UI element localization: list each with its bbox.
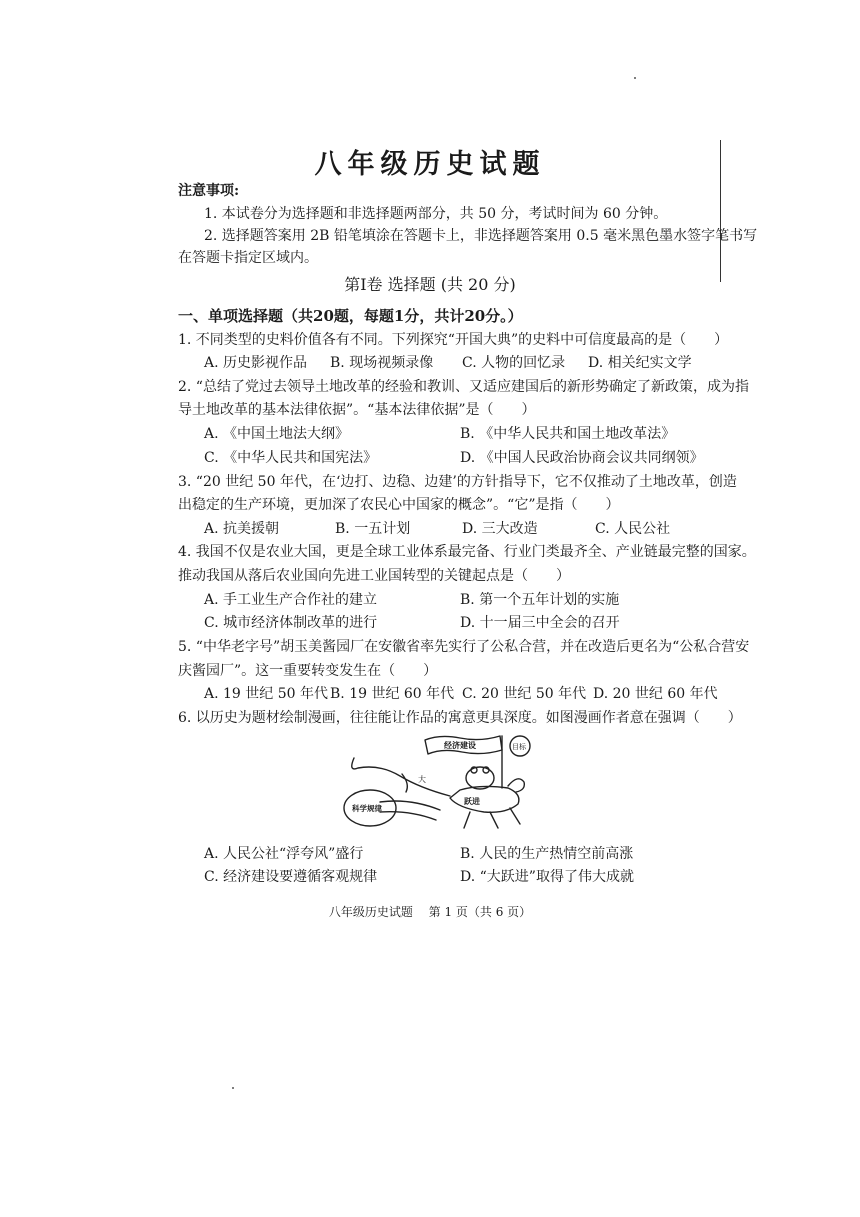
option-a: A. 人民公社“浮夸风”盛行 bbox=[204, 846, 364, 862]
legs bbox=[464, 808, 520, 828]
notice-item: 2. 选择题答案用 2B 铅笔填涂在答题卡上，非选择题答案用 0.5 毫米黑色墨水签字笔书写 bbox=[204, 228, 758, 244]
part-heading: 一、单项选择题（共20题，每题1分，共计20分。） bbox=[178, 307, 523, 325]
option-b: B. 人民的生产热情空前高涨 bbox=[460, 846, 634, 862]
body-text-1: 大 bbox=[418, 775, 426, 784]
scan-speck bbox=[634, 77, 636, 79]
option-a: A. 手工业生产合作社的建立 bbox=[204, 592, 378, 608]
option-a: A. 历史影视作品 bbox=[204, 355, 308, 371]
option-c: C. 《中华人民共和国宪法》 bbox=[204, 450, 378, 466]
flag-text: 经济建设 bbox=[444, 741, 476, 750]
option-c: C. 城市经济体制改革的进行 bbox=[204, 615, 378, 631]
frog-head bbox=[466, 767, 494, 789]
option-c: C. 人物的回忆录 bbox=[462, 355, 566, 371]
option-d: D. 十一届三中全会的召开 bbox=[460, 615, 620, 631]
option-d: D. 相关纪实文学 bbox=[588, 355, 692, 371]
option-c: C. 20 世纪 50 年代 bbox=[462, 686, 587, 702]
rock-text: 科学规律 bbox=[352, 804, 382, 813]
notice-heading: 注意事项: bbox=[178, 183, 240, 199]
question-stem: 2. “总结了党过去领导土地改革的经验和教训、又适应建国后的新形势确定了新政策，成为指 bbox=[178, 379, 749, 395]
motion-line bbox=[402, 774, 407, 792]
question-stem: 4. 我国不仅是农业大国，更是全球工业体系最完备、行业门类最齐全、产业链最完整的国家。 bbox=[178, 544, 756, 560]
option-c: C. 人民公社 bbox=[595, 521, 671, 537]
question-stem: 6. 以历史为题材绘制漫画，往往能让作品的寓意更具深度。如图漫画作者意在强调（ ） bbox=[178, 710, 742, 726]
scan-speck bbox=[232, 1087, 234, 1089]
option-a: A. 《中国土地法大纲》 bbox=[204, 426, 350, 442]
notice-item: 在答题卡指定区域内。 bbox=[178, 250, 318, 266]
horse-body bbox=[450, 786, 519, 812]
question-stem: 5. “中华老字号”胡玉美酱园厂在安徽省率先实行了公私合营，并在改造后更名为“公私合营安 bbox=[178, 639, 750, 655]
notice-item: 1. 本试卷分为选择题和非选择题两部分，共 50 分，考试时间为 60 分钟。 bbox=[204, 206, 668, 222]
option-d: D. “大跃进”取得了伟大成就 bbox=[460, 869, 634, 885]
question-stem: 1. 不同类型的史料价值各有不同。下列探究“开国大典”的史料中可信度最高的是（ ） bbox=[178, 332, 729, 348]
option-b: B. 19 世纪 60 年代 bbox=[330, 686, 455, 702]
option-d: D. 20 世纪 60 年代 bbox=[593, 686, 718, 702]
option-c: C. 经济建设要遵循客观规律 bbox=[204, 869, 378, 885]
question-stem: 庆酱园厂”。这一重要转变发生在（ ） bbox=[178, 663, 438, 679]
option-d: D. 《中国人民政治协商会议共同纲领》 bbox=[460, 450, 704, 466]
option-d: D. 三大改造 bbox=[462, 521, 538, 537]
target-text: 目标 bbox=[512, 744, 526, 751]
page-footer: 八年级历史试题 第 1 页（共 6 页） bbox=[328, 905, 532, 919]
option-b: B. 现场视频录像 bbox=[330, 355, 434, 371]
section-title: 第Ⅰ卷 选择题 (共 20 分) bbox=[344, 275, 516, 294]
question-stem: 出稳定的生产环境，更加深了农民心中国家的概念”。“它”是指（ ） bbox=[178, 497, 620, 513]
speed-line bbox=[380, 801, 440, 810]
option-a: A. 抗美援朝 bbox=[204, 521, 280, 537]
body-text-2: 跃进 bbox=[464, 797, 480, 806]
horse-head bbox=[508, 779, 524, 792]
option-b: B. 《中华人民共和国土地改革法》 bbox=[460, 426, 676, 442]
option-b: B. 一五计划 bbox=[335, 521, 411, 537]
exam-title: 八年级历史试题 bbox=[314, 149, 546, 180]
question-stem: 导土地改革的基本法律依据”。“基本法律依据”是（ ） bbox=[178, 402, 536, 418]
option-a: A. 19 世纪 50 年代 bbox=[204, 686, 328, 702]
great-leap-cartoon bbox=[340, 728, 550, 838]
speed-line bbox=[380, 812, 436, 820]
question-stem: 3. “20 世纪 50 年代，在‘边打、边稳、边建’的方针指导下，它不仅推动了土地改革，创造 bbox=[178, 474, 737, 490]
option-b: B. 第一个五年计划的实施 bbox=[460, 592, 620, 608]
question-stem: 推动我国从落后农业国向先进工业国转型的关键起点是（ ） bbox=[178, 568, 570, 584]
